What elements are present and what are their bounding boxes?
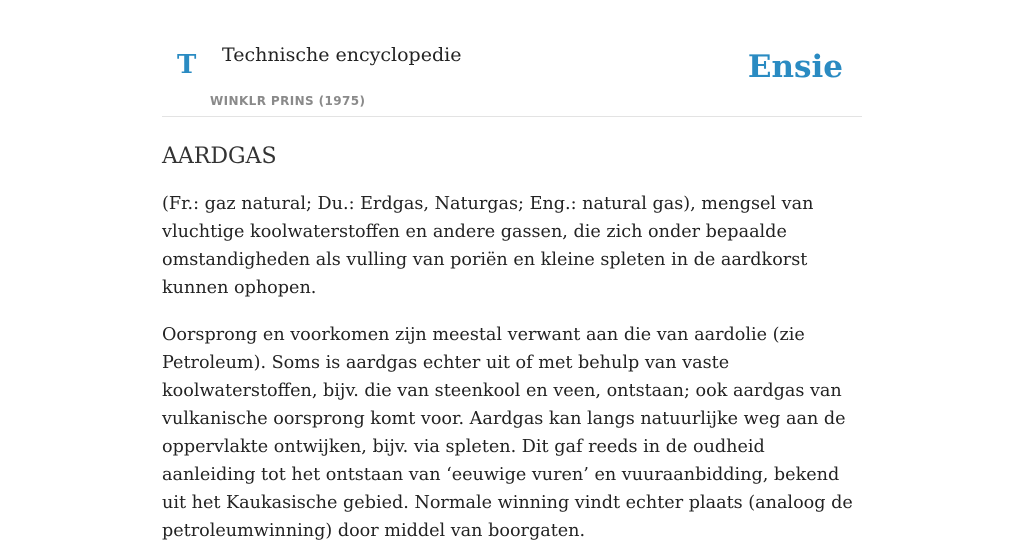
ensie-brand-logo[interactable]: Ensie (747, 49, 843, 85)
entry-title: AARDGAS (162, 144, 277, 169)
source-label: WINKLR PRINS (1975) (210, 94, 366, 108)
entry-paragraph-1: (Fr.: gaz natural; Du.: Erdgas, Naturgas; Eng.: natural gas), mengsel van vluchtige koolwaterstoffen en andere gassen, die zich onder bepaalde omstandigheden als vulling van poriën en kleine spleten in de aardkorst kunnen ophopen. (162, 194, 814, 299)
encyclopedia-logo-letter[interactable]: T (177, 50, 197, 80)
entry-paragraph-2: Oorsprong en voorkomen zijn meestal verwant aan die van aardolie (zie Petroleum). Soms is aardgas echter uit of met behulp van vaste koolwaterstoffen, bijv. die van steenkool en veen, ontstaan; ook aardgas van vulkanische oorsprong komt voor. Aardgas kan langs natuurlijke weg aan de oppervlakte ontwijken, bijv. via spleten. Dit gaf reeds in de oudheid aanleiding tot het ontstaan van ‘eeuwige vuren’ en vuuraanbidding, bekend uit het Kaukasische gebied. Normale winning vindt echter plaats (analoog de petroleumwinning) door middel van boorgaten. (162, 325, 853, 542)
page (162, 0, 862, 545)
entry-header (162, 0, 862, 117)
encyclopedia-title-link[interactable]: Technische encyclopedie (222, 44, 462, 66)
